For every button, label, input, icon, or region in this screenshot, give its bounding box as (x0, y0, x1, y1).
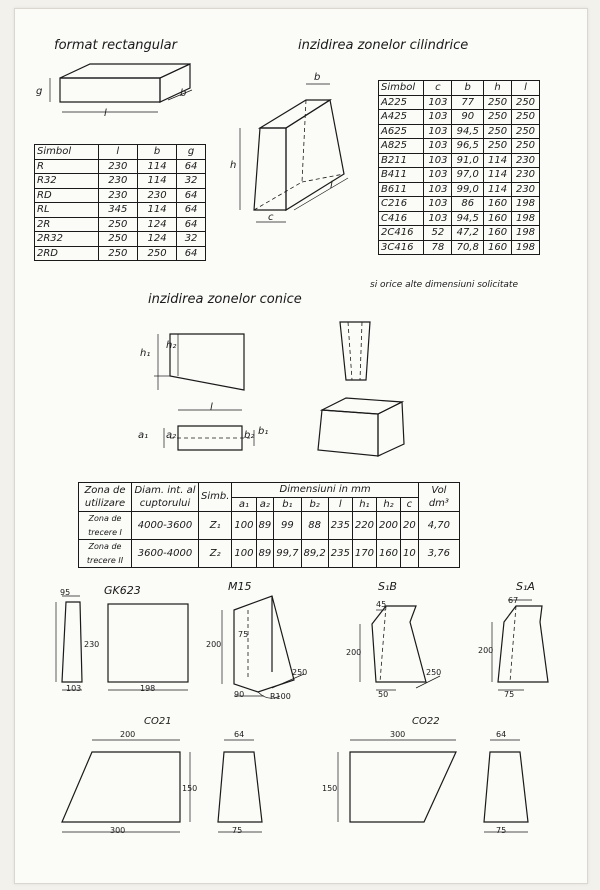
cell: 160 (484, 211, 512, 226)
gk-dim-230: 230 (84, 640, 100, 649)
cell: B411 (379, 168, 424, 183)
co21-name: CO21 (144, 716, 172, 727)
zone-subheader: c (401, 497, 419, 512)
cell: 114 (484, 153, 512, 168)
cell: 114 (137, 159, 176, 174)
cell: R (35, 159, 99, 174)
dim-g-label: g (36, 86, 43, 97)
table-row (379, 226, 540, 241)
cell: C416 (379, 211, 424, 226)
cell: 250 (484, 110, 512, 125)
table-row (35, 203, 206, 218)
cell: Z₂ (199, 540, 232, 568)
cell: 91,0 (452, 153, 484, 168)
cell: RD (35, 188, 99, 203)
cell: 160 (484, 240, 512, 255)
cylindrical-brick-drawing (226, 70, 376, 240)
cell: 103 (424, 95, 452, 110)
co21-dim-64: 64 (234, 730, 245, 739)
cell: 250 (484, 95, 512, 110)
cell: 52 (424, 226, 452, 241)
table-row (35, 174, 206, 189)
cell: 3,76 (418, 540, 459, 568)
cell: Zona de trecere I (79, 512, 132, 540)
cell: 250 (512, 110, 540, 125)
zone-subheader: a₂ (256, 497, 274, 512)
zone-header-dims: Dimensiuni in mm (232, 483, 418, 498)
table-row (35, 246, 206, 261)
rectangular-table (34, 144, 206, 261)
cyl-header: h (484, 81, 512, 96)
rect-header: Simbol (35, 145, 99, 160)
cyl-note: si orice alte dimensiuni solicitate (370, 280, 518, 290)
cell: 103 (424, 124, 452, 139)
cell: B611 (379, 182, 424, 197)
s1b-name: S₁B (378, 580, 397, 593)
co21-dim-300: 300 (110, 826, 126, 835)
zone-table (78, 482, 460, 568)
table-row (35, 217, 206, 232)
cell: 230 (98, 159, 137, 174)
cell: 2RD (35, 246, 99, 261)
s1b-dim-50: 50 (378, 690, 389, 699)
zone-header-symbol: Simb. (199, 483, 232, 512)
co22-dim-150: 150 (322, 784, 338, 793)
table-row (379, 124, 540, 139)
cell: 114 (484, 182, 512, 197)
cell: R32 (35, 174, 99, 189)
zone-header-diam: Diam. int. al cuptorului (132, 483, 199, 512)
cell: 2R (35, 217, 99, 232)
cell: A425 (379, 110, 424, 125)
gk-dim-103: 103 (66, 684, 82, 693)
s1b-dim-45: 45 (376, 600, 387, 609)
table-row (79, 512, 460, 540)
cell: 103 (424, 211, 452, 226)
s1b-dim-250: 250 (426, 668, 442, 677)
cell: 250 (98, 232, 137, 247)
cell: 230 (512, 182, 540, 197)
cell: 250 (484, 124, 512, 139)
cell: 103 (424, 139, 452, 154)
cell: Zona de trecere II (79, 540, 132, 568)
gk-dim-95: 95 (60, 588, 71, 597)
gk-name: GK623 (104, 584, 141, 597)
title-rectangular: format rectangular (54, 38, 177, 53)
zone-header-volume: Vol dm³ (418, 483, 459, 512)
co21-dim-150: 150 (182, 784, 198, 793)
dim-l-conic: l (210, 402, 213, 413)
cell: 3600-4000 (132, 540, 199, 568)
cell: 250 (484, 139, 512, 154)
cell: 200 (376, 512, 400, 540)
s1b-dim-200: 200 (346, 648, 362, 657)
table-row (35, 188, 206, 203)
cell: 86 (452, 197, 484, 212)
cell: 198 (512, 240, 540, 255)
zone-header-usage: Zona de utilizare (79, 483, 132, 512)
cell: 103 (424, 110, 452, 125)
cell: 10 (401, 540, 419, 568)
cell: 64 (177, 159, 206, 174)
cell: 103 (424, 182, 452, 197)
cell: 230 (98, 188, 137, 203)
cell: 198 (512, 197, 540, 212)
dim-b-label: b (180, 88, 187, 99)
cell: 96,5 (452, 139, 484, 154)
zone-subheader: h₁ (352, 497, 376, 512)
s1a-name: S₁A (516, 580, 535, 593)
cell: 198 (512, 226, 540, 241)
cell: 94,5 (452, 124, 484, 139)
cell: 160 (484, 197, 512, 212)
cell: A625 (379, 124, 424, 139)
cell: 230 (98, 174, 137, 189)
cell: 47,2 (452, 226, 484, 241)
cell: 64 (177, 246, 206, 261)
cell: 2C416 (379, 226, 424, 241)
zone-subheader: b₂ (301, 497, 328, 512)
cell: 70,8 (452, 240, 484, 255)
conic-front-view (336, 316, 376, 386)
cell: 220 (352, 512, 376, 540)
cell: 114 (484, 168, 512, 183)
co22-name: CO22 (412, 716, 440, 727)
cell: A825 (379, 139, 424, 154)
cyl-header: c (424, 81, 452, 96)
cell: C216 (379, 197, 424, 212)
table-row (379, 110, 540, 125)
table-row (379, 240, 540, 255)
cell: 250 (98, 217, 137, 232)
cell: 90 (452, 110, 484, 125)
table-row (79, 540, 460, 568)
cyl-header: Simbol (379, 81, 424, 96)
cell: 103 (424, 168, 452, 183)
s1b-drawing (352, 592, 462, 702)
cyl-dim-l: l (330, 180, 333, 191)
cell: 250 (98, 246, 137, 261)
cell: 230 (512, 168, 540, 183)
table-row (379, 168, 540, 183)
co22-dim-75: 75 (496, 826, 507, 835)
cell: 32 (177, 232, 206, 247)
co22-drawing (316, 726, 466, 846)
zone-subheader: b₁ (274, 497, 301, 512)
co21-dim-200: 200 (120, 730, 136, 739)
table-row (379, 211, 540, 226)
cell: 88 (301, 512, 328, 540)
dim-h2: h₂ (166, 340, 177, 351)
cell: 94,5 (452, 211, 484, 226)
dim-a2: a₂ (166, 430, 177, 441)
cell: 2R32 (35, 232, 99, 247)
cell: 250 (512, 139, 540, 154)
zone-subheader: l (328, 497, 352, 512)
cell: 20 (401, 512, 419, 540)
m15-dim-250: 250 (292, 668, 308, 677)
m15-dim-200: 200 (206, 640, 222, 649)
cell: 160 (376, 540, 400, 568)
cell: 97,0 (452, 168, 484, 183)
cell: 235 (328, 512, 352, 540)
cell: 103 (424, 153, 452, 168)
co21-dim-75: 75 (232, 826, 243, 835)
s1a-dim-75: 75 (504, 690, 515, 699)
cyl-header: l (512, 81, 540, 96)
cell: 345 (98, 203, 137, 218)
table-row (379, 197, 540, 212)
rect-header: b (137, 145, 176, 160)
cell: 64 (177, 203, 206, 218)
conic-3d-brick (312, 392, 412, 472)
cell: RL (35, 203, 99, 218)
cell: 160 (484, 226, 512, 241)
cell: A225 (379, 95, 424, 110)
cell: 103 (424, 197, 452, 212)
table-row (379, 139, 540, 154)
s1a-dim-200: 200 (478, 646, 494, 655)
cell: 99,7 (274, 540, 301, 568)
cell: 114 (137, 203, 176, 218)
m15-dim-75: 75 (238, 630, 249, 639)
rect-header: g (177, 145, 206, 160)
cell: 170 (352, 540, 376, 568)
cell: 250 (137, 246, 176, 261)
cell: 230 (512, 153, 540, 168)
cell: 100 (232, 512, 256, 540)
m15-dim-90: 90 (234, 690, 245, 699)
title-cylindrical: inzidirea zonelor cilindrice (298, 38, 469, 53)
dim-l-label: l (104, 108, 107, 119)
cyl-dim-c: c (268, 212, 274, 223)
table-row (379, 95, 540, 110)
cyl-header: b (452, 81, 484, 96)
cell: 230 (137, 188, 176, 203)
cell: 235 (328, 540, 352, 568)
cell: 89 (256, 540, 274, 568)
dim-a1: a₁ (138, 430, 149, 441)
title-conical: inzidirea zonelor conice (148, 292, 302, 307)
cell: 124 (137, 217, 176, 232)
dim-b2: b₂ (244, 430, 255, 441)
dim-h1: h₁ (140, 348, 151, 359)
co22-side-drawing (480, 726, 540, 846)
cell: 250 (512, 124, 540, 139)
cell: 99,0 (452, 182, 484, 197)
zone-subheader: a₁ (232, 497, 256, 512)
co22-dim-64: 64 (496, 730, 507, 739)
m15-dim-radius: R100 (270, 692, 291, 701)
cell: 89 (256, 512, 274, 540)
cell: 4,70 (418, 512, 459, 540)
gk-dim-198: 198 (140, 684, 156, 693)
cell: 198 (512, 211, 540, 226)
cell: 77 (452, 95, 484, 110)
cyl-dim-b: b (314, 72, 321, 83)
table-row (379, 182, 540, 197)
co22-dim-300: 300 (390, 730, 406, 739)
s1a-drawing (486, 592, 566, 702)
cell: Z₁ (199, 512, 232, 540)
dim-b1: b₁ (258, 426, 269, 437)
cell: 89,2 (301, 540, 328, 568)
s1a-dim-67: 67 (508, 596, 519, 605)
zone-subheader: h₂ (376, 497, 400, 512)
cell: 124 (137, 232, 176, 247)
cell: 114 (137, 174, 176, 189)
cell: 250 (512, 95, 540, 110)
cell: 99 (274, 512, 301, 540)
table-row (35, 159, 206, 174)
m15-name: M15 (228, 580, 252, 593)
conic-side-view (150, 326, 260, 396)
cell: 64 (177, 217, 206, 232)
rectangular-brick-drawing (30, 60, 200, 120)
cell: 64 (177, 188, 206, 203)
cell: 32 (177, 174, 206, 189)
rect-header: l (98, 145, 137, 160)
cell: B211 (379, 153, 424, 168)
cyl-dim-h: h (230, 160, 237, 171)
table-row (35, 232, 206, 247)
cell: 100 (232, 540, 256, 568)
cell: 3C416 (379, 240, 424, 255)
table-row (379, 153, 540, 168)
cell: 78 (424, 240, 452, 255)
co21-side-drawing (214, 726, 274, 846)
cylindrical-table (378, 80, 540, 255)
cell: 4000-3600 (132, 512, 199, 540)
